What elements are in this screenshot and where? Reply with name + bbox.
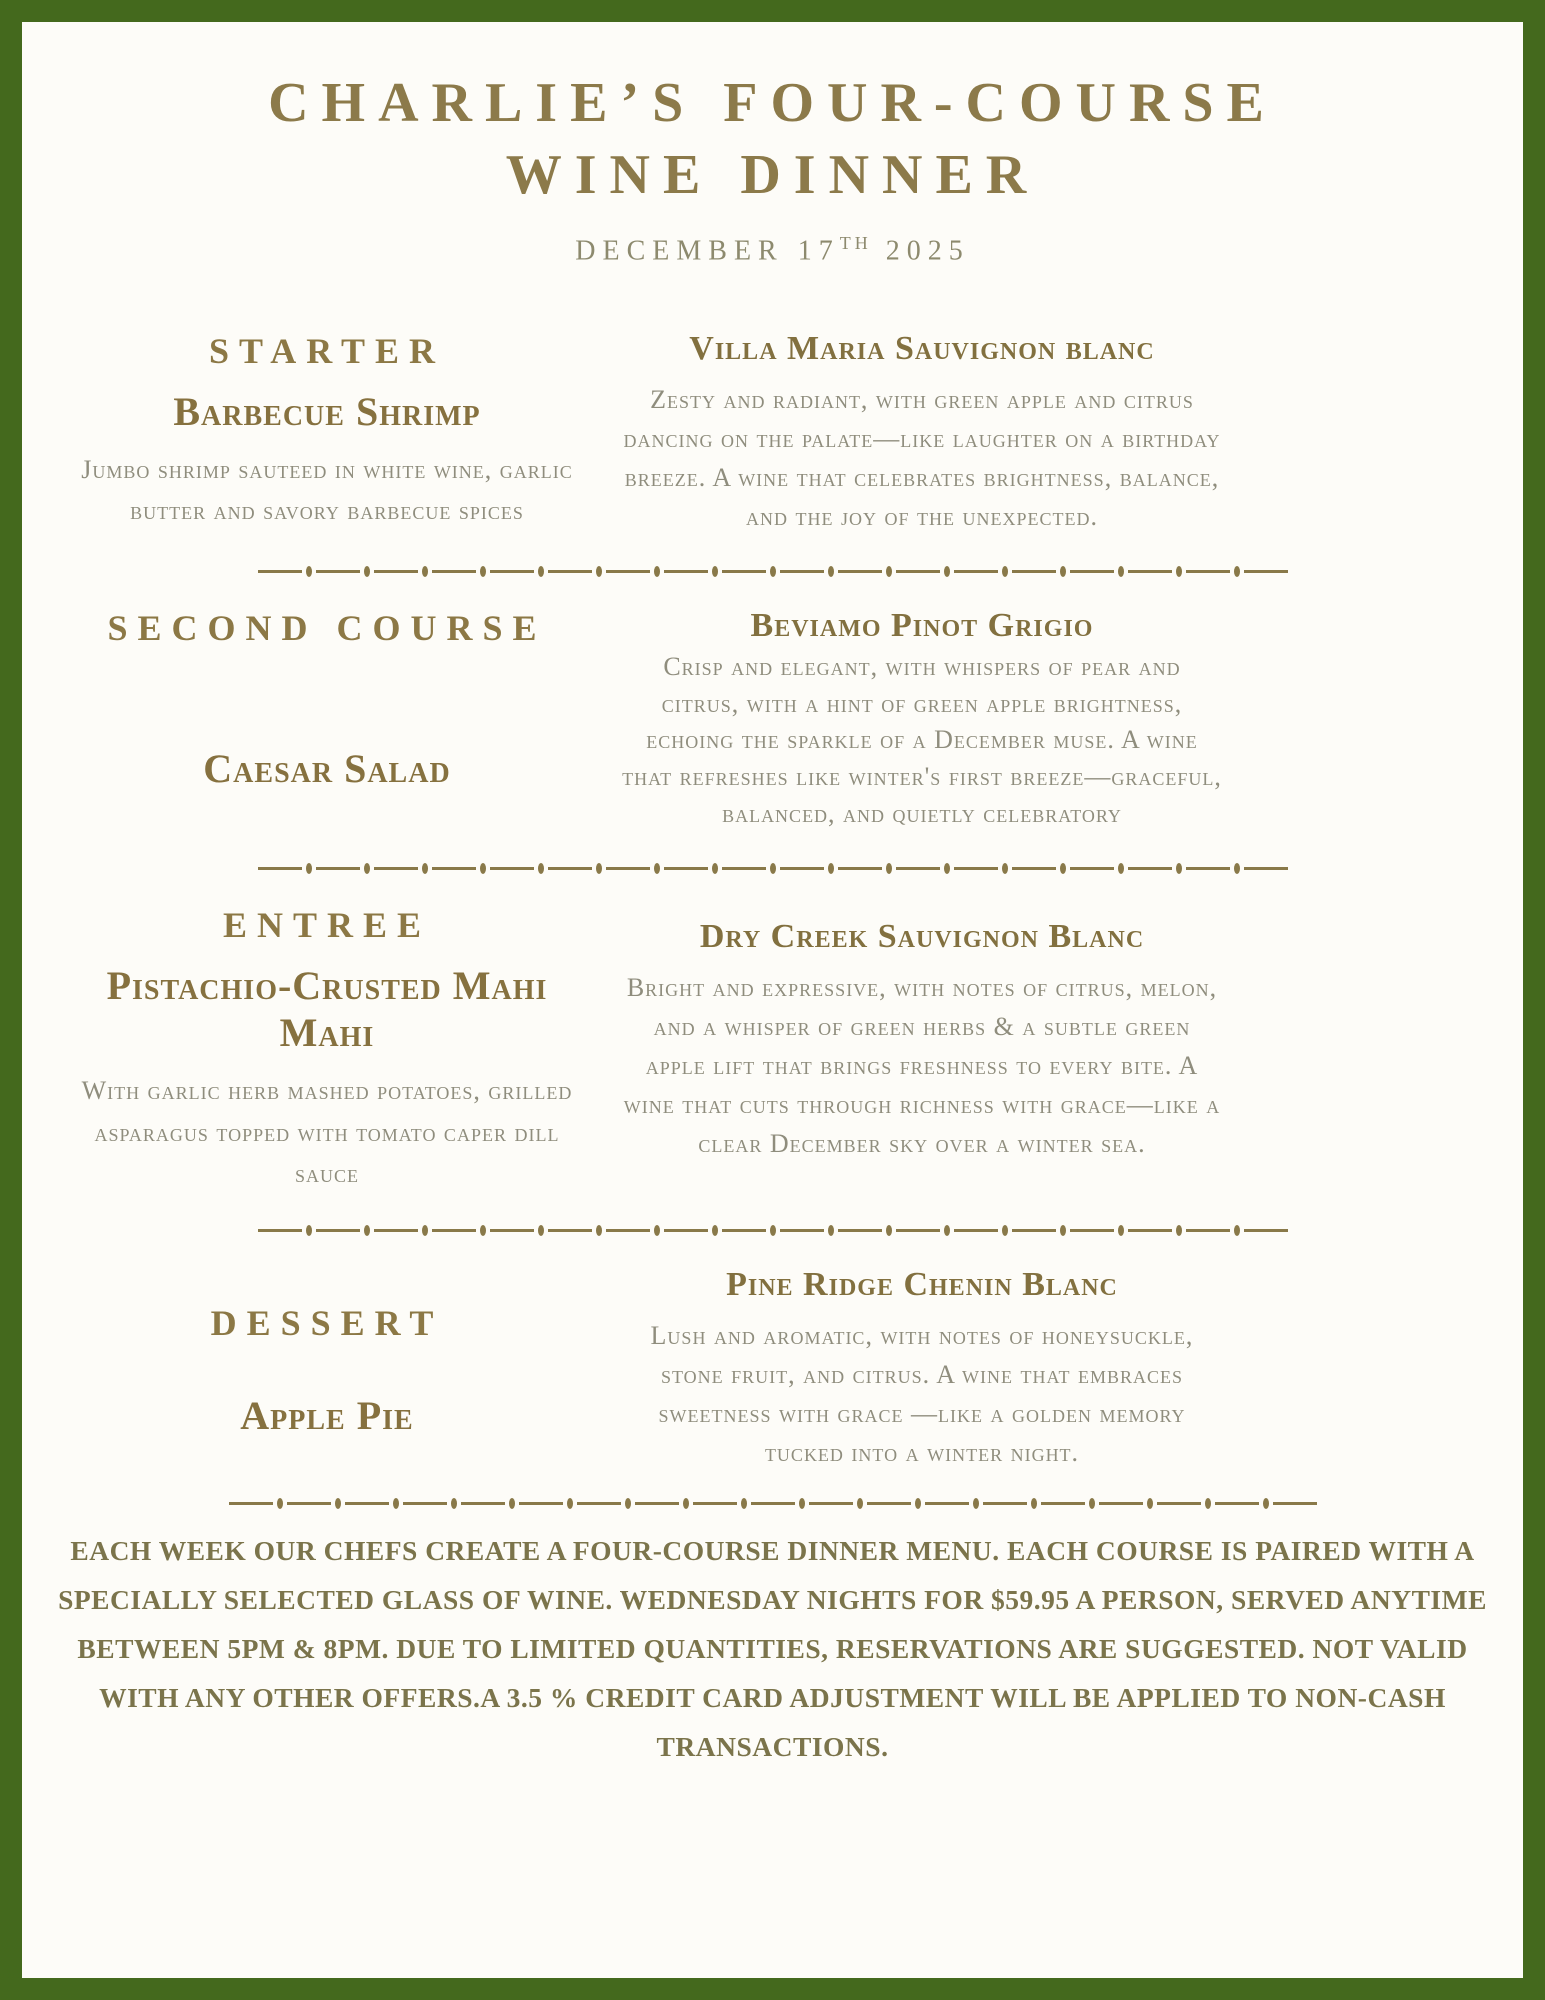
course-section-second-course	[22, 607, 1523, 834]
second-course-wine-column	[602, 607, 1242, 834]
dotted-divider	[163, 566, 1383, 577]
wine-name-dessert: Pine Ridge Chenin Blanc	[726, 1265, 1118, 1303]
menu-title-line1: CHARLIE’S FOUR-COURSE	[268, 72, 1277, 134]
menu-title-line2: WINE DINNER	[505, 143, 1040, 206]
dish-name-second-course: Caesar Salad	[203, 745, 451, 791]
dotted-divider	[163, 863, 1383, 874]
wine-description-starter: Zesty and radiant, with green apple and citrus dancing on the palate—like laughter on a birthday breeze. A wine that celebrates brightness, balance, and the joy of the unexpected.	[623, 384, 1221, 531]
course-section-entree	[22, 904, 1523, 1195]
menu-header	[22, 22, 1523, 268]
course-label-starter: STARTER	[208, 330, 446, 371]
course-label-second-course: SECOND COURSE	[107, 607, 547, 648]
dotted-divider	[140, 1498, 1405, 1509]
footer-text: EACH WEEK OUR CHEFS CREATE A FOUR-COURSE DINNER MENU. EACH COURSE IS PAIRED WITH A SPECIALLY SELECTED GLASS OF WINE. WEDNESDAY NIGHTS FOR $59.95 A PERSON, SERVED ANYTIME BETWEEN 5PM & 8PM. DUE TO LIMITED QUANTITIES, RESERVATIONS ARE SUGGESTED. NOT VALID WITH ANY OTHER OFFERS.A 3.5 % CREDIT CARD ADJUSTMENT WILL BE APPLIED TO NON-CASH TRANSACTIONS.	[58, 1534, 1487, 1762]
dish-name-dessert: Apple Pie	[240, 1392, 414, 1438]
dish-name-starter: Barbecue Shrimp	[173, 388, 481, 434]
menu-date	[22, 233, 1523, 267]
starter-left-column	[77, 330, 577, 532]
wine-description-second-course: Crisp and elegant, with whispers of pear and citrus, with a hint of green apple brightness, echoing the sparkle of a December muse. A wine that refreshes like winter's first breeze—graceful, balanced, and quietly celebratory	[622, 651, 1222, 829]
dessert-wine-column	[602, 1266, 1242, 1472]
menu-date-day: DECEMBER 17	[575, 235, 840, 267]
course-label-entree: ENTREE	[222, 905, 432, 946]
menu-title	[22, 68, 1523, 211]
dotted-divider	[163, 1225, 1383, 1236]
wine-name-entree: Dry Creek Sauvignon Blanc	[699, 918, 1145, 956]
menu-date-ordinal: TH	[839, 233, 872, 254]
entree-wine-column	[602, 904, 1242, 1163]
course-label-dessert: DESSERT	[210, 1302, 444, 1343]
menu-footer	[53, 1527, 1493, 1772]
starter-wine-column	[602, 330, 1242, 536]
second-course-left-column	[77, 607, 577, 792]
dish-description-starter: Jumbo shrimp sauteed in white wine, garlic butter and savory barbecue spices	[81, 454, 573, 526]
wine-description-entree: Bright and expressive, with notes of citrus, melon, and a whisper of green herbs & a subtle green apple lift that brings freshness to every bite. A wine that cuts through richness with grace—like a clear December sky over a winter sea.	[623, 973, 1221, 1159]
course-section-starter	[22, 330, 1523, 536]
menu-date-year: 2025	[885, 235, 970, 267]
course-section-dessert	[22, 1266, 1523, 1472]
dessert-left-column	[77, 1266, 577, 1439]
wine-name-second-course: Beviamo Pinot Grigio	[750, 606, 1094, 644]
entree-left-column	[77, 904, 577, 1195]
wine-name-starter: Villa Maria Sauvignon blanc	[689, 329, 1155, 367]
wine-description-dessert: Lush and aromatic, with notes of honeysuckle, stone fruit, and citrus. A wine that embraces sweetness with grace —like a golden memory tucked into a winter night.	[650, 1320, 1194, 1467]
dish-description-entree: With garlic herb mashed potatoes, grilled asparagus topped with tomato caper dill sauce	[81, 1076, 573, 1189]
dish-name-entree: Pistachio-Crusted Mahi Mahi	[106, 963, 548, 1056]
